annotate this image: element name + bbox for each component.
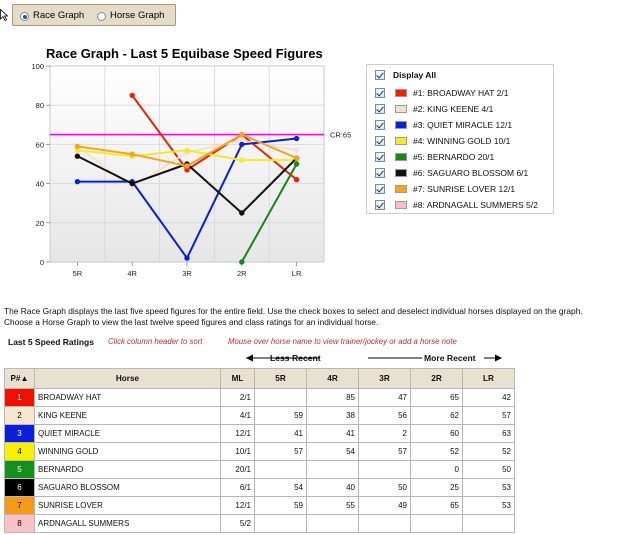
morning-line-cell: 10/1 (221, 443, 255, 461)
y-tick-label: 80 (35, 101, 44, 111)
speed-lr-cell: 63 (463, 425, 515, 443)
speed-3r-cell: 57 (359, 443, 411, 461)
speed-4r-cell: 38 (307, 407, 359, 425)
table-row (5, 389, 515, 407)
table-row (5, 425, 515, 443)
speed-3r-cell (359, 515, 411, 533)
table-row (5, 515, 515, 533)
data-point (185, 148, 189, 152)
display-all-label[interactable]: Display All (393, 70, 437, 80)
speed-lr-cell: 50 (463, 461, 515, 479)
horse-name-cell[interactable]: BERNARDO (35, 461, 221, 479)
race-graph-radio[interactable] (20, 12, 29, 21)
data-point (130, 93, 134, 97)
legend-label[interactable]: #6: SAGUARO BLOSSOM 6/1 (413, 168, 529, 178)
legend-label[interactable]: #2: KING KEENE 4/1 (413, 104, 494, 114)
data-point (185, 256, 189, 260)
table-row (5, 443, 515, 461)
legend-checkbox[interactable] (375, 104, 385, 114)
table-row (5, 479, 515, 497)
legend-color-swatch (395, 137, 407, 145)
sort-hint: Click column header to sort (108, 337, 203, 346)
mouse-cursor-icon (0, 9, 8, 21)
speed-lr-cell: 53 (463, 479, 515, 497)
horse-name-cell[interactable]: WINNING GOLD (35, 443, 221, 461)
legend-label[interactable]: #7: SUNRISE LOVER 12/1 (413, 184, 516, 194)
horse-name-cell[interactable]: ARDNAGALL SUMMERS (35, 515, 221, 533)
column-header-2r[interactable]: 2R (411, 369, 463, 389)
legend-item[interactable] (367, 197, 553, 215)
column-header-horse[interactable]: Horse (35, 369, 221, 389)
speed-lr-cell: 52 (463, 443, 515, 461)
data-point (294, 156, 298, 160)
data-point (130, 152, 134, 156)
x-tick-label: 3R (182, 269, 192, 278)
y-tick-label: 20 (35, 218, 44, 228)
speed-2r-cell: 25 (411, 479, 463, 497)
chart-legend (366, 64, 554, 214)
speed-4r-cell: 55 (307, 497, 359, 515)
column-header-post[interactable]: P#▲ (5, 369, 35, 389)
legend-label[interactable]: #1: BROADWAY HAT 2/1 (413, 88, 509, 98)
y-tick-label: 60 (35, 140, 44, 150)
morning-line-cell: 12/1 (221, 425, 255, 443)
speed-2r-cell: 0 (411, 461, 463, 479)
speed-2r-cell: 65 (411, 389, 463, 407)
speed-4r-cell: 85 (307, 389, 359, 407)
race-graph-chart (0, 56, 366, 286)
speed-lr-cell: 53 (463, 497, 515, 515)
legend-color-swatch (395, 121, 407, 129)
data-point (240, 132, 244, 136)
horse-name-cell[interactable]: QUIET MIRACLE (35, 425, 221, 443)
legend-checkbox[interactable] (375, 152, 385, 162)
more-recent-label: More Recent (424, 353, 476, 363)
column-header-3r[interactable]: 3R (359, 369, 411, 389)
horse-graph-label[interactable]: Horse Graph (110, 10, 165, 21)
table-row (5, 461, 515, 479)
post-number-cell: 1 (5, 389, 35, 407)
post-number-cell: 3 (5, 425, 35, 443)
speed-5r-cell (255, 461, 307, 479)
speed-2r-cell: 62 (411, 407, 463, 425)
data-point (294, 148, 298, 152)
legend-color-swatch (395, 153, 407, 161)
speed-lr-cell: 57 (463, 407, 515, 425)
speed-2r-cell: 52 (411, 443, 463, 461)
legend-color-swatch (395, 89, 407, 97)
speed-5r-cell: 41 (255, 425, 307, 443)
data-point (75, 154, 79, 158)
speed-3r-cell (359, 461, 411, 479)
data-point (240, 260, 244, 264)
speed-5r-cell (255, 515, 307, 533)
morning-line-cell: 5/2 (221, 515, 255, 533)
speed-4r-cell: 40 (307, 479, 359, 497)
legend-checkbox[interactable] (375, 120, 385, 130)
legend-color-swatch (395, 105, 407, 113)
x-tick-label: 4R (127, 269, 137, 278)
speed-3r-cell: 50 (359, 479, 411, 497)
horse-name-cell[interactable]: KING KEENE (35, 407, 221, 425)
speed-5r-cell (255, 389, 307, 407)
speed-2r-cell (411, 515, 463, 533)
speed-3r-cell: 49 (359, 497, 411, 515)
legend-checkbox[interactable] (375, 136, 385, 146)
column-header-lr[interactable]: LR (463, 369, 515, 389)
data-point (294, 162, 298, 166)
legend-checkbox[interactable] (375, 200, 385, 210)
legend-color-swatch (395, 169, 407, 177)
horse-name-cell[interactable]: SAGUARO BLOSSOM (35, 479, 221, 497)
speed-4r-cell (307, 461, 359, 479)
y-tick-label: 100 (31, 62, 44, 71)
legend-label[interactable]: #8: ARDNAGALL SUMMERS 5/2 (413, 200, 538, 210)
table-row (5, 407, 515, 425)
speed-4r-cell: 54 (307, 443, 359, 461)
legend-display-all-row[interactable] (367, 67, 553, 85)
display-all-checkbox[interactable] (375, 70, 385, 80)
post-number-cell: 7 (5, 497, 35, 515)
race-graph-description: The Race Graph displays the last five speed figures for the entire field. Use the check boxes to select and deselect individual horses displayed on the graph. Choose a Horse Graph to view the last twelve speed figures and class ratings for an individual horse. (4, 306, 583, 327)
data-point (130, 181, 134, 185)
data-point (75, 144, 79, 148)
graph-type-toggle (12, 4, 176, 26)
speed-2r-cell: 65 (411, 497, 463, 515)
post-number-cell: 6 (5, 479, 35, 497)
column-header-4r[interactable]: 4R (307, 369, 359, 389)
legend-checkbox[interactable] (375, 184, 385, 194)
hover-hint: Mouse over horse name to view trainer/jockey or add a horse note (228, 337, 457, 346)
speed-4r-cell: 41 (307, 425, 359, 443)
speed-ratings-title: Last 5 Speed Ratings (8, 337, 94, 347)
y-tick-label: 0 (39, 258, 44, 267)
legend-checkbox[interactable] (375, 88, 385, 98)
speed-ratings-table (4, 368, 515, 533)
race-graph-label[interactable]: Race Graph (33, 10, 85, 21)
less-recent-label: Less Recent (270, 353, 321, 363)
x-tick-label: LR (291, 269, 302, 278)
data-point (240, 211, 244, 215)
morning-line-cell: 20/1 (221, 461, 255, 479)
class-rating-label: CR:65 (330, 130, 352, 140)
legend-label[interactable]: #4: WINNING GOLD 10/1 (413, 136, 511, 146)
legend-label[interactable]: #3: QUIET MIRACLE 12/1 (413, 120, 513, 130)
speed-lr-cell (463, 515, 515, 533)
column-header-ml[interactable]: ML (221, 369, 255, 389)
morning-line-cell: 2/1 (221, 389, 255, 407)
post-number-cell: 2 (5, 407, 35, 425)
speed-4r-cell (307, 515, 359, 533)
horse-graph-radio[interactable] (97, 12, 106, 21)
legend-checkbox[interactable] (375, 168, 385, 178)
speed-5r-cell: 59 (255, 407, 307, 425)
post-number-cell: 8 (5, 515, 35, 533)
chart-title: Race Graph - Last 5 Equibase Speed Figures (46, 46, 323, 61)
data-point (294, 136, 298, 140)
y-tick-label: 40 (35, 179, 44, 189)
speed-3r-cell: 2 (359, 425, 411, 443)
data-point (75, 179, 79, 183)
speed-5r-cell: 54 (255, 479, 307, 497)
x-tick-label: 2R (237, 269, 247, 278)
speed-5r-cell: 57 (255, 443, 307, 461)
data-point (185, 164, 189, 168)
data-point (240, 158, 244, 162)
speed-3r-cell: 47 (359, 389, 411, 407)
legend-color-swatch (395, 201, 407, 209)
speed-5r-cell: 59 (255, 497, 307, 515)
table-header-row (5, 369, 515, 389)
horse-name-cell[interactable]: BROADWAY HAT (35, 389, 221, 407)
data-point (240, 142, 244, 146)
legend-label[interactable]: #5: BERNARDO 20/1 (413, 152, 495, 162)
data-point (294, 177, 298, 181)
column-header-5r[interactable]: 5R (255, 369, 307, 389)
speed-lr-cell: 42 (463, 389, 515, 407)
legend-color-swatch (395, 185, 407, 193)
x-tick-label: 5R (72, 269, 83, 278)
morning-line-cell: 12/1 (221, 497, 255, 515)
table-row (5, 497, 515, 515)
speed-2r-cell: 60 (411, 425, 463, 443)
morning-line-cell: 6/1 (221, 479, 255, 497)
speed-3r-cell: 56 (359, 407, 411, 425)
horse-name-cell[interactable]: SUNRISE LOVER (35, 497, 221, 515)
morning-line-cell: 4/1 (221, 407, 255, 425)
post-number-cell: 4 (5, 443, 35, 461)
post-number-cell: 5 (5, 461, 35, 479)
